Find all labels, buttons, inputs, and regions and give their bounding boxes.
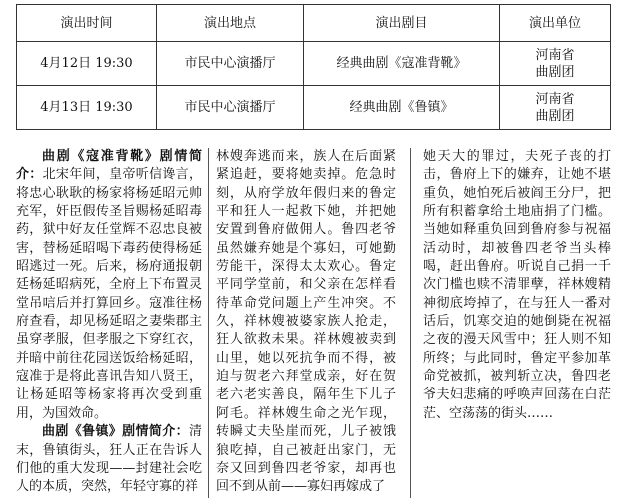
cell-play: 经典曲剧《寇准背靴》 [304,42,500,86]
unit-line-1: 河南省 [535,47,575,63]
synopsis-body-2-part-3: 她天大的罪过，夫死子丧的打击，鲁府上下的嫌弃，让她不堪重负，她怕死后被阎王分尸，把所有积蓄拿给土地庙捐了门槛。当她如释重负回到鲁府参与祝福活动时，却被鲁四老爷当头棒喝，赶出鲁府。听说自己捐一千次门槛也赎不清罪孽，祥林嫂精神彻底垮掉了，在与狂人一番对话后，饥寒交迫的她倒毙在祝福之夜的漫天风雪中；狂人则不知所终；与此同时，鲁定平参加革命党被抓，被判斩立决，鲁四老爷夫妇悲痛的呼唤声回荡在白茫茫、空荡荡的街头…… [423,149,611,421]
header-time: 演出时间 [17,5,157,42]
cell-venue: 市民中心演播厅 [157,86,304,130]
cell-unit [500,42,611,86]
article-column-1 [16,148,202,498]
performance-schedule-table [16,4,611,130]
synopsis-body-2-part-2: 林嫂奔逃而来，族人在后面紧紧追赶，要将她卖掉。危急时刻，从府学放年假归来的鲁定平和狂人一起救下她，并把她安置到鲁府做佣人。鲁四老爷虽然嫌弃她是个寡妇，可她勤劳能干，深得太太欢心。鲁定平同学堂前，和父亲在怎样看待革命党问题上产生冲突。不久，祥林嫂被婆家族人抢走，狂人欲救未果。祥林嫂被卖到山里，她以死抗争而不得，被迫与贺老六拜堂成亲，好在贺老六老实善良，隔年生下儿子阿毛。祥林嫂生命之光乍现，转瞬丈夫坠崖而死，儿子被饿狼吃掉，自己被赶出家门，无奈又回到鲁四老爷家，却再也回不到从前——寡妇再嫁成了 [216,149,396,495]
synopsis-heading-2: 曲剧《鲁镇》剧情简介： [42,424,189,440]
table-row [17,42,611,86]
cell-play: 经典曲剧《鲁镇》 [304,86,500,130]
synopsis-body-1: 北宋年间，皇帝听信谗言，将忠心耿耿的杨家将杨延昭元帅充军，奸臣假传圣旨赐杨延昭毒药，狱中好友任堂辉不忍忠良被害，替杨延昭喝下毒药使得杨延昭逃过一死。后来，杨府通报朝廷杨延昭病死，全府上下布置灵堂吊唁后并打算回乡。寇准往杨府查看，却见杨延昭之妻柴郡主虽穿孝服，但孝服之下穿红衣，并暗中前往花园送饭给杨延昭，寇准于是将此喜讯告知八贤王，让杨延昭等杨家将再次受到重用，为国效命。 [16,167,202,421]
cell-venue: 市民中心演播厅 [157,42,304,86]
column-divider [410,148,411,498]
table-row [17,86,611,130]
synopsis-body-2-part-1: 清末，鲁镇街头，狂人正在告诉人们他的重大发现——封建社会吃人的本质，突然，年轻守寡的祥 [16,424,202,495]
column-divider [208,148,209,498]
header-unit: 演出单位 [500,5,611,42]
synopsis-paragraph-2 [16,423,202,496]
header-venue: 演出地点 [157,5,304,42]
unit-line-1: 河南省 [535,91,575,107]
unit-line-2: 曲剧团 [535,108,575,124]
cell-unit [500,86,611,130]
article-column-2 [216,148,396,498]
article-column-3 [423,148,611,498]
header-play: 演出剧目 [304,5,500,42]
synopsis-paragraph-2-continued [423,148,611,423]
cell-time: 4月13日 19:30 [17,86,157,130]
synopsis-heading-1: 曲剧《寇准背靴》剧情简介： [16,149,202,183]
unit-line-2: 曲剧团 [535,64,575,80]
synopsis-paragraph-1 [16,148,202,423]
synopsis-paragraph-2-continued [216,148,396,497]
cell-time: 4月12日 19:30 [17,42,157,86]
table-header-row [17,5,611,42]
